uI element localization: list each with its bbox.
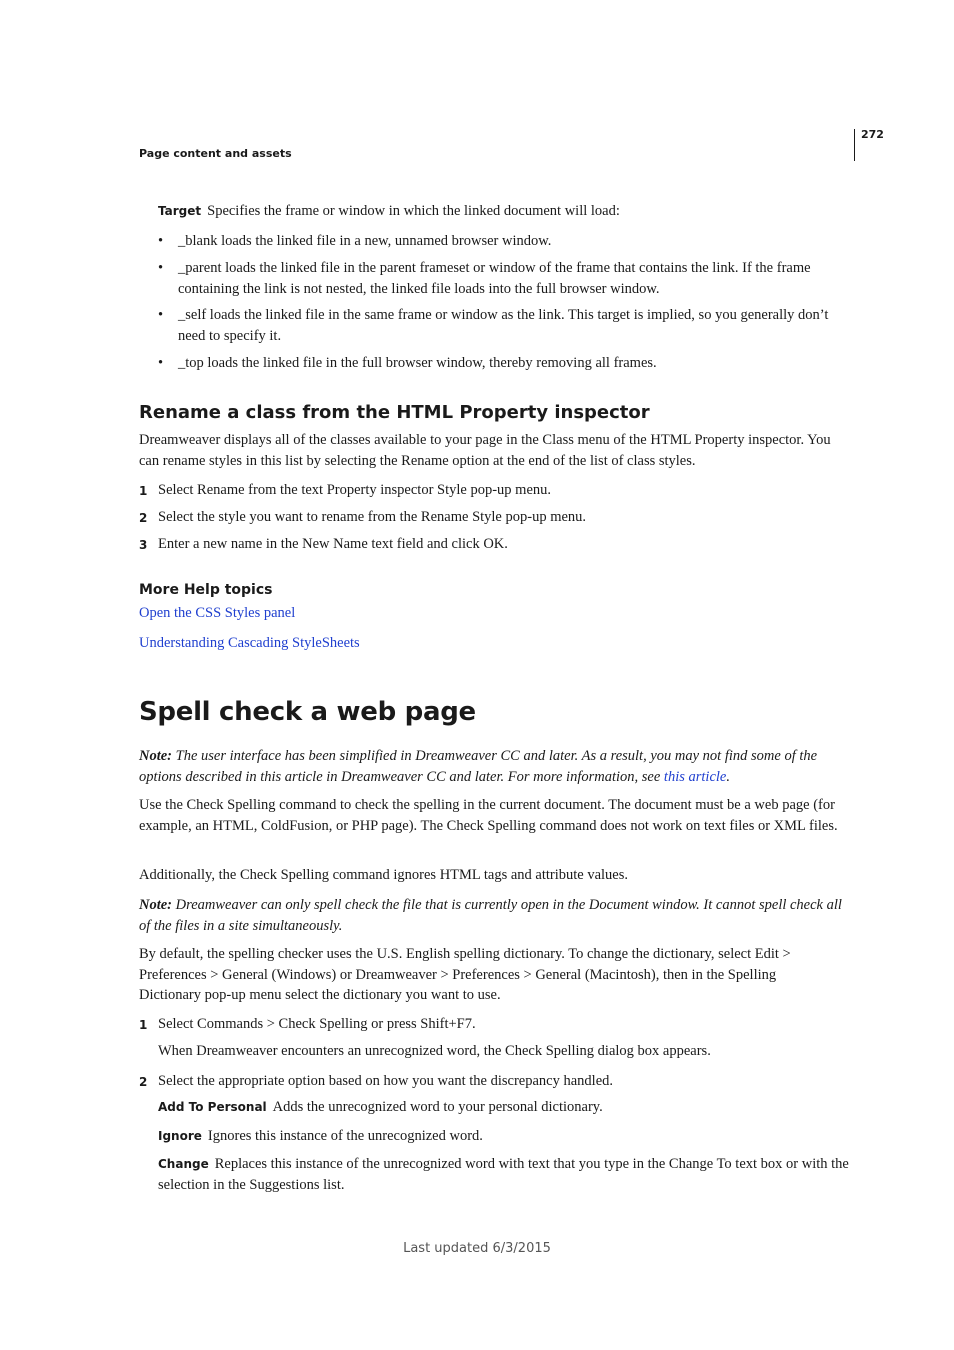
list-item-text: _self loads the linked file in the same frame or window as the link. This target is implied, so you generally don’t need to specify it. bbox=[178, 307, 829, 344]
step-number: 2 bbox=[139, 511, 148, 525]
note-label: Note: bbox=[139, 748, 173, 764]
list-item bbox=[158, 305, 858, 346]
note-single-file bbox=[139, 895, 854, 936]
page-number: 272 bbox=[861, 128, 884, 141]
target-definition bbox=[158, 201, 858, 222]
list-item-text: _top loads the linked file in the full browser window, thereby removing all frames. bbox=[178, 355, 657, 371]
running-head: Page content and assets bbox=[139, 147, 292, 160]
rename-heading: Rename a class from the HTML Property inspector bbox=[139, 402, 650, 423]
spell-para-3: By default, the spelling checker uses the U.S. English spelling dictionary. To change the dictionary, select Edit > Preferences > General (Windows) or Dreamweaver > Preferences > General (Macintosh), then in the Spelling Dictionary pop-up menu select the dictionary you want to use. bbox=[139, 946, 791, 1003]
note-ui-simplified bbox=[139, 746, 854, 787]
step-text: Enter a new name in the New Name text field and click OK. bbox=[158, 536, 508, 552]
step-number: 1 bbox=[139, 484, 148, 498]
bullet-icon: • bbox=[158, 233, 164, 249]
cascading-stylesheets-link[interactable]: Understanding Cascading StyleSheets bbox=[139, 635, 360, 651]
list-item bbox=[158, 231, 858, 252]
step-text: Select Commands > Check Spelling or press Shift+F7. bbox=[158, 1016, 476, 1032]
option-text: Ignores this instance of the unrecognized word. bbox=[207, 1128, 483, 1144]
rename-intro: Dreamweaver displays all of the classes available to your page in the Class menu of the HTML Property inspector. You can rename styles in this list by selecting the Rename option at the end of the list of class styles. bbox=[139, 432, 831, 469]
css-styles-panel-link[interactable]: Open the CSS Styles panel bbox=[139, 605, 296, 621]
list-item-text: _parent loads the linked file in the parent frameset or window of the frame that contains the link. If the frame containing the link is not nested, the linked file loads into the full browser window. bbox=[178, 260, 811, 297]
spell-para-1: Use the Check Spelling command to check the spelling in the current document. The document must be a web page (for example, an HTML, ColdFusion, or PHP page). The Check Spelling command does not work on text files or XML files. bbox=[139, 797, 838, 834]
note-end: . bbox=[726, 768, 730, 785]
option-term: Ignore bbox=[158, 1129, 202, 1143]
header-rule bbox=[854, 129, 855, 161]
rename-step-1 bbox=[139, 480, 859, 501]
step-number: 2 bbox=[139, 1075, 148, 1089]
step-number: 1 bbox=[139, 1018, 148, 1032]
rename-step-2 bbox=[139, 507, 859, 528]
step-text: Select Rename from the text Property inspector Style pop-up menu. bbox=[158, 482, 552, 498]
spell-step-1-result: When Dreamweaver encounters an unrecognized word, the Check Spelling dialog box appears. bbox=[158, 1043, 711, 1059]
bullet-icon: • bbox=[158, 260, 164, 276]
bullet-icon: • bbox=[158, 307, 164, 323]
option-add-to-personal bbox=[158, 1097, 858, 1118]
list-item bbox=[158, 353, 858, 374]
option-change bbox=[158, 1154, 853, 1195]
list-item bbox=[158, 258, 858, 299]
bullet-icon: • bbox=[158, 355, 164, 371]
option-text: Adds the unrecognized word to your personal dictionary. bbox=[272, 1099, 603, 1115]
spell-check-heading: Spell check a web page bbox=[139, 697, 476, 727]
this-article-link[interactable]: this article bbox=[663, 768, 727, 785]
option-term: Add To Personal bbox=[158, 1100, 267, 1114]
target-text: Specifies the frame or window in which the linked document will load: bbox=[207, 203, 620, 219]
option-ignore bbox=[158, 1126, 858, 1147]
spell-step-2 bbox=[139, 1071, 859, 1092]
more-help-heading: More Help topics bbox=[139, 582, 273, 598]
option-text: Replaces this instance of the unrecognized word with text that you type in the Change To text box or with the selection in the Suggestions list. bbox=[158, 1156, 849, 1193]
rename-step-3 bbox=[139, 534, 859, 555]
spell-para-2: Additionally, the Check Spelling command ignores HTML tags and attribute values. bbox=[139, 867, 629, 883]
step-number: 3 bbox=[139, 538, 148, 552]
list-item-text: _blank loads the linked file in a new, unnamed browser window. bbox=[178, 233, 552, 249]
step-text: Select the style you want to rename from the Rename Style pop-up menu. bbox=[158, 509, 587, 525]
note-text: Dreamweaver can only spell check the file that is currently open in the Document window. It cannot spell check all of the files in a site simultaneously. bbox=[139, 897, 842, 934]
target-term: Target bbox=[158, 204, 202, 218]
footer-last-updated: Last updated 6/3/2015 bbox=[403, 1241, 551, 1256]
spell-step-1 bbox=[139, 1014, 859, 1035]
step-text: Select the appropriate option based on how you want the discrepancy handled. bbox=[158, 1073, 614, 1089]
option-term: Change bbox=[158, 1157, 209, 1171]
note-label: Note: bbox=[139, 897, 173, 913]
note-text: The user interface has been simplified in Dreamweaver CC and later. As a result, you may not find some of the options described in this article in Dreamweaver CC and later. For more information, see bbox=[139, 748, 818, 785]
